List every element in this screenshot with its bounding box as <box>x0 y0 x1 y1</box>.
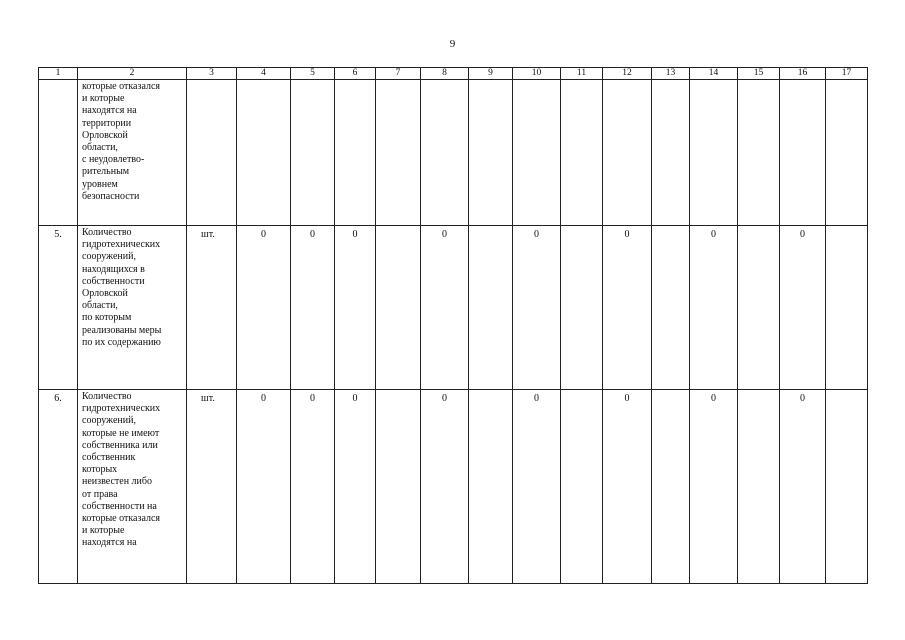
indicator-name-cell: Количество гидротехнических сооружений, которые не имеют собственника или собственник которых неизвестен либо от права собственности на которые отказался и которые находятся на <box>78 390 187 584</box>
value-cell: 0 <box>291 226 335 390</box>
value-cell <box>561 390 603 584</box>
value-cell <box>469 390 513 584</box>
table-row <box>39 226 868 390</box>
page-number: 9 <box>449 38 456 50</box>
column-header: 14 <box>690 68 738 80</box>
value-cell <box>513 80 561 226</box>
value-cell: 0 <box>237 226 291 390</box>
unit-cell <box>187 80 237 226</box>
value-cell: 0 <box>690 226 738 390</box>
value-cell <box>690 80 738 226</box>
unit-cell: шт. <box>187 226 237 390</box>
value-cell <box>335 80 376 226</box>
value-cell <box>603 80 652 226</box>
value-cell: 0 <box>780 226 826 390</box>
value-cell: 0 <box>513 390 561 584</box>
value-cell <box>826 80 868 226</box>
value-cell <box>421 80 469 226</box>
column-header: 16 <box>780 68 826 80</box>
value-cell <box>469 226 513 390</box>
value-cell: 0 <box>291 390 335 584</box>
column-header: 1 <box>39 68 78 80</box>
value-cell: 0 <box>421 226 469 390</box>
value-cell: 0 <box>335 226 376 390</box>
column-header: 3 <box>187 68 237 80</box>
row-number-cell: 6. <box>39 390 78 584</box>
table-row <box>39 80 868 226</box>
value-cell: 0 <box>603 390 652 584</box>
column-header: 4 <box>237 68 291 80</box>
value-cell: 0 <box>237 390 291 584</box>
value-cell <box>652 390 690 584</box>
column-header: 10 <box>513 68 561 80</box>
row-number-cell <box>39 80 78 226</box>
value-cell: 0 <box>421 390 469 584</box>
value-cell: 0 <box>690 390 738 584</box>
value-cell <box>561 226 603 390</box>
column-header: 17 <box>826 68 868 80</box>
column-header: 8 <box>421 68 469 80</box>
value-cell <box>652 80 690 226</box>
indicator-table <box>38 67 868 584</box>
indicator-name-cell: которые отказался и которые находятся на территории Орловской области, с неудовлетво- рительным уровнем безопасности <box>78 80 187 226</box>
value-cell <box>738 80 780 226</box>
value-cell: 0 <box>513 226 561 390</box>
column-header: 5 <box>291 68 335 80</box>
column-header: 9 <box>469 68 513 80</box>
value-cell <box>291 80 335 226</box>
column-header: 11 <box>561 68 603 80</box>
column-header: 7 <box>376 68 421 80</box>
value-cell <box>376 80 421 226</box>
unit-cell: шт. <box>187 390 237 584</box>
row-number-cell: 5. <box>39 226 78 390</box>
value-cell <box>738 226 780 390</box>
value-cell <box>469 80 513 226</box>
column-header: 2 <box>78 68 187 80</box>
indicator-name-cell: Количество гидротехнических сооружений, находящихся в собственности Орловской области, по которым реализованы меры по их содержанию <box>78 226 187 390</box>
value-cell: 0 <box>335 390 376 584</box>
value-cell <box>237 80 291 226</box>
value-cell <box>376 390 421 584</box>
value-cell <box>561 80 603 226</box>
value-cell <box>376 226 421 390</box>
column-header: 15 <box>738 68 780 80</box>
value-cell: 0 <box>603 226 652 390</box>
value-cell <box>738 390 780 584</box>
value-cell <box>826 226 868 390</box>
value-cell <box>652 226 690 390</box>
table-row <box>39 390 868 584</box>
column-header: 6 <box>335 68 376 80</box>
value-cell <box>780 80 826 226</box>
value-cell: 0 <box>780 390 826 584</box>
table-header-row <box>39 68 868 80</box>
column-header: 12 <box>603 68 652 80</box>
value-cell <box>826 390 868 584</box>
column-header: 13 <box>652 68 690 80</box>
